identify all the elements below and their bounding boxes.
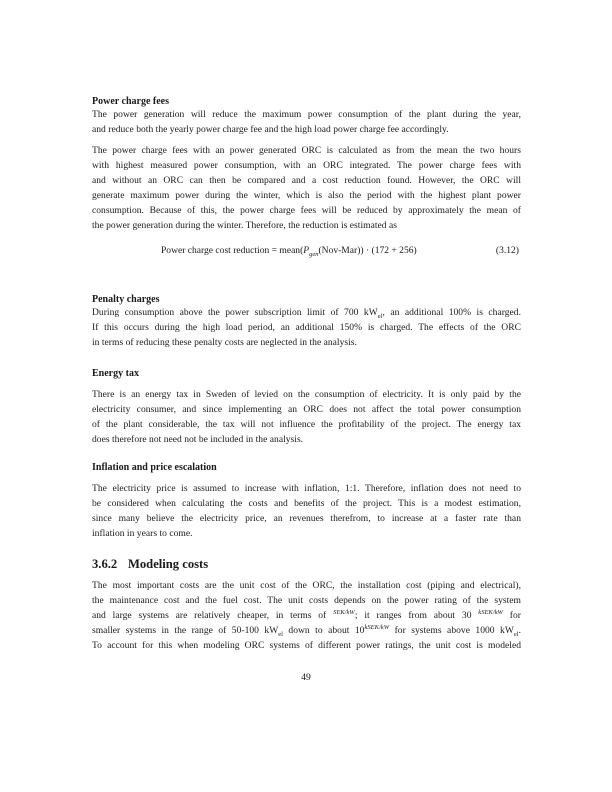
text-line: consumption. Because of this, the power charge fees will be reduced by approximately the mean of: [92, 205, 521, 217]
text-line: During consumption above the power subscription limit of 700 $kW_{el}$, an additional 100% is charged.: [92, 307, 521, 320]
text-line: electricity consumer, and since implementing an ORC does not affect the total power consumption: [92, 404, 521, 416]
text-line: be considered when calculating the costs and benefits of the project. This is a modest estimation,: [92, 498, 521, 510]
subsection-heading: [92, 557, 521, 572]
paragraph: [92, 143, 521, 234]
text-line: of the plant considerable, the tax will not influence the profitability of the project. The energy tax: [92, 419, 521, 431]
text-line: If this occurs during the high load period, an additional 150% is charged. The effects of the ORC: [92, 322, 521, 334]
text-line: does therefore not need not be included in the analysis.: [92, 434, 304, 446]
paragraph: [92, 107, 521, 137]
section-heading: Penalty charges: [92, 294, 160, 305]
page-number: 49: [301, 672, 311, 683]
text-line: The most important costs are the unit cost of the ORC, the installation cost (piping and electrical),: [92, 580, 521, 591]
equation-body: Power charge cost reduction = $mean(P_{gen}(Nov-Mar)) \cdot (172 + 256)$: [161, 245, 417, 258]
paragraph: [92, 578, 521, 653]
text-line: smaller systems in the range of 50-100 $kW_{el}$ down to about $10^{kSEK/kW}$ for systems above 1000 $kW_{el}$.: [92, 624, 522, 639]
section-title: Modeling costs: [128, 557, 209, 571]
text-line: generate maximum power during the winter, which is also the period with the highest plant power: [92, 190, 521, 202]
section-heading: Inflation and price escalation: [92, 462, 217, 473]
section-number: 3.6.2: [92, 557, 118, 571]
text-line: in terms of reducing these penalty costs are neglected in the analysis.: [92, 337, 357, 349]
power-charge-fees-section: [92, 96, 521, 107]
text-line: The electricity price is assumed to increase with inflation, 1:1. Therefore, inflation does not need to: [92, 483, 521, 494]
text-line: The power charge fees with an power generated ORC is calculated as from the mean the two hours: [92, 145, 521, 156]
paragraph: [92, 387, 521, 447]
text-line: and large systems are relatively cheaper, in terms of $^{SEK/kW}$; it ranges from about 30 $^{kSEK/kW}$ for: [92, 609, 521, 622]
section-heading: Power charge fees: [92, 96, 170, 107]
text-line: since many believe the electricity price, an revenues therefrom, to increase at a faster rate than: [92, 513, 521, 525]
text-line: There is an energy tax in Sweden of levied on the consumption of electricity. It is only paid by the: [92, 389, 521, 400]
paragraph: [92, 305, 521, 350]
text-line: the maintenance cost and the fuel cost. The unit costs depends on the power rating of the system: [92, 595, 521, 607]
text-line: and reduce both the yearly power charge fee and the high load power charge fee accordingly.: [92, 124, 449, 136]
equation-label: (3.12): [495, 245, 519, 256]
paragraph: [92, 481, 521, 541]
text-line: The power generation will reduce the maximum power consumption of the plant during the year,: [92, 109, 521, 120]
text-line: the power generation during the winter. Therefore, the reduction is estimated as: [92, 220, 397, 232]
text-line: inflation in years to come.: [92, 528, 193, 540]
text-line: and without an ORC can then be compared and a cost reduction found. However, the ORC will: [92, 175, 521, 187]
inflation-section: [92, 462, 521, 473]
text-line: with highest measured power consumption, with an ORC integrated. The power charge fees with: [92, 160, 521, 172]
energy-tax-section: [92, 368, 521, 379]
modeling-costs-section: [92, 557, 521, 572]
section-heading: Energy tax: [92, 368, 139, 379]
text-line: To account for this when modeling ORC systems of different power ratings, the unit cost is modeled: [92, 640, 521, 652]
penalty-charges-section: [92, 294, 521, 305]
